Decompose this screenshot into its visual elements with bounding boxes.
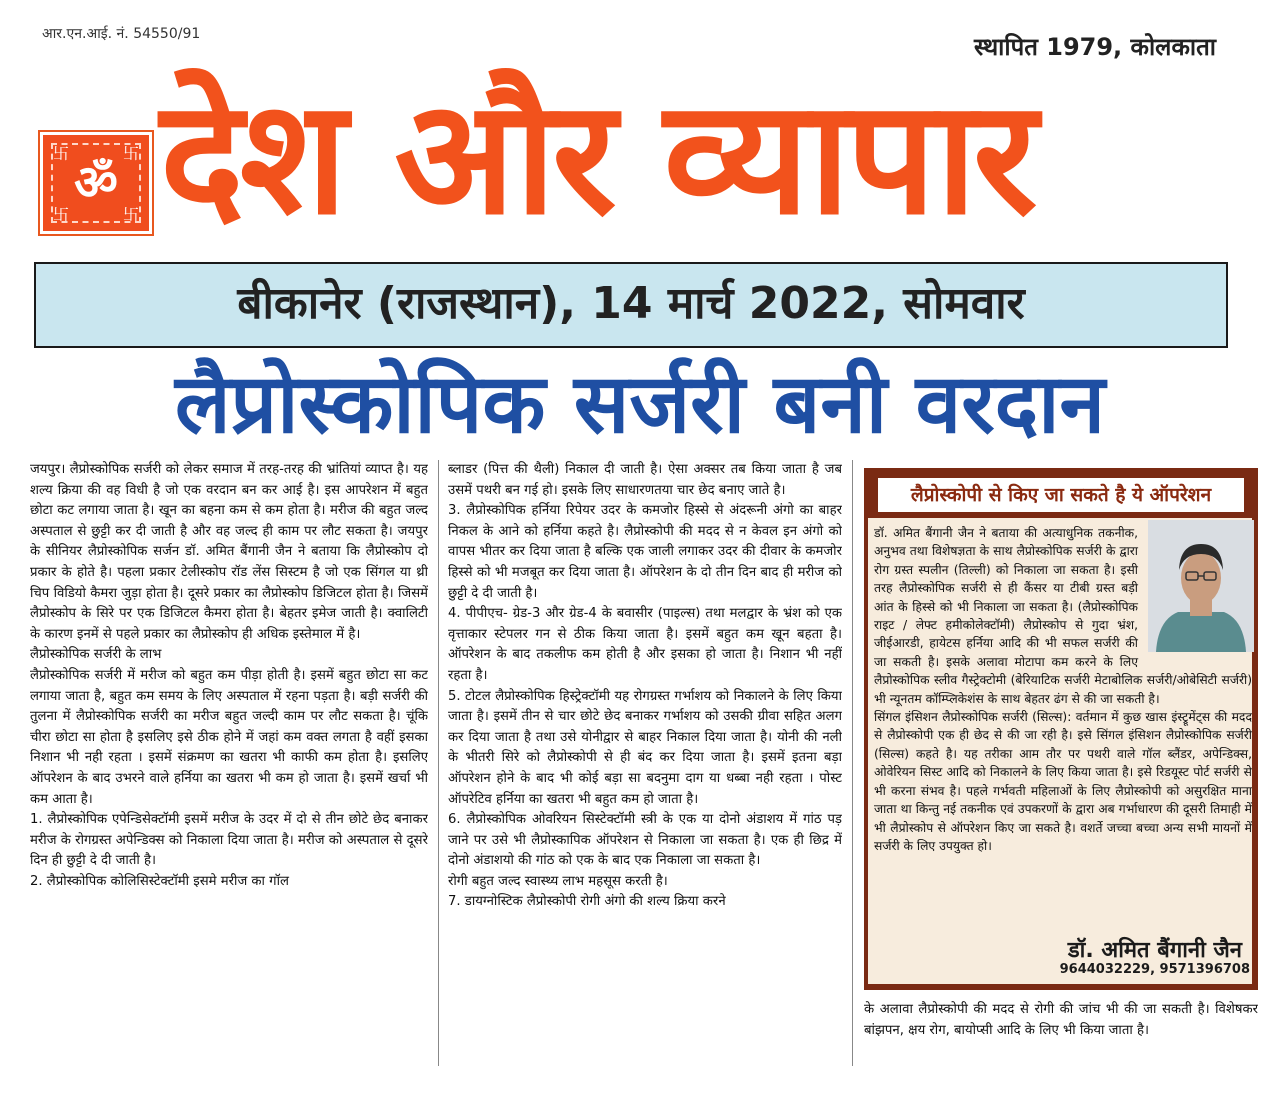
om-symbol: ॐ bbox=[74, 155, 118, 211]
column-divider bbox=[852, 460, 853, 1066]
paragraph: डॉ. अमित बैंगानी जैन ने बताया की अत्याधुनिक तकनीक, अनुभव तथा विशेषज्ञता के साथ लैप्रोस्कोपिक सर्जरी के द्वारा रोग ग्रस्त स्पलीन (तिल्ली) को निकाला जा सकता है। इसी तरह लैप्रोस्कोपिक सर्जरी से ही कैंसर या टीबी ग्रस्त बड़ी आंत के हिस्से को भी निकाला जा सकता है। (लैप्रोस्कोपिक राइट / लेफ्ट हमीकोलेक्टॉमी) लैप्रोस्कोप से गुदा भ्रंश, जीईआरडी, हायेटस हर्निया आदि की भी सफल सर्जरी की जा सकती है। इसके अलावा मोटापा कम करने के लिए लैप्रोस्कोपिक स्लीव गैस्ट्रेक्टोमी (बेरियाटिक सर्जरी मेटाबोलिक सर्जरी/ओबेसिटी सर्जरी) भी न्यूनतम कॉम्प्लिकेशंस के साथ बेहतर ढंग से की जा सकती है। bbox=[874, 526, 1252, 706]
dateline: बीकानेर (राजस्थान), 14 मार्च 2022, सोमवार bbox=[237, 278, 1025, 329]
om-logo bbox=[40, 132, 152, 234]
newspaper-title: देश और व्यापार bbox=[160, 66, 1034, 250]
article-column-3 bbox=[864, 1000, 1258, 1068]
doctor-photo bbox=[1148, 520, 1254, 652]
article-column-2 bbox=[448, 460, 842, 1068]
paragraph: ब्लाडर (पित्त की थैली) निकाल दी जाती है। ऐसा अक्सर तब किया जाता है जब उसमें पथरी बन गई हो। इसके लिए साधारणतया चार छेद बनाए जाते है। bbox=[448, 462, 842, 498]
article-column-1 bbox=[30, 460, 428, 1068]
paragraph: 1. लैप्रोस्कोपिक एपेन्डिसेक्टॉमी इसमें मरीज के उदर में दो से तीन छोटे छेद बनाकर मरीज के रोगग्रस्त अपेन्डिक्स को निकाला दिया जाता है। मरीज को अस्पताल से दूसरे दिन ही छुट्टी दे दी जाती है। bbox=[30, 812, 428, 869]
swastika-icon: 卐 bbox=[53, 144, 70, 163]
paragraph: 4. पीपीएच- ग्रेड-3 और ग्रेड-4 के बवासीर (पाइल्स) तथा मलद्वार के भ्रंश को एक वृत्ताकार स्टेपलर गन से ठीक किया जाता है। इसमें बहुत कम खून बहता है। ऑपरेशन के बाद तकलीफ कम होती है और इसका हो जाता है। निशान भी नहीं रहता है। bbox=[448, 606, 842, 683]
registration-number: आर.एन.आई. नं. 54550/91 bbox=[42, 26, 201, 42]
headline: लैप्रोस्कोपिक सर्जरी बनी वरदान bbox=[174, 357, 1106, 452]
paragraph: 3. लैप्रोस्कोपिक हर्निया रिपेयर उदर के कमजोर हिस्से से अंदरूनी अंगो का बाहर निकल के आने को हर्निया कहते है। लैप्रोस्कोपी की मदद से न केवल इन अंगो को वापस भीतर कर दिया जाता है बल्कि एक जाली लगाकर उदर की दीवार के कमजोर हिस्से को भी मजबूत कर दिया जाता है। ऑपरेशन के दो तीन दिन बाद ही मरीज को छुट्टी दे दी जाती है। bbox=[448, 503, 842, 601]
paragraph: 7. डायग्नोस्टिक लैप्रोस्कोपी रोगी अंगो की शल्य क्रिया करने bbox=[448, 894, 726, 910]
author-signature: डॉ. अमित बैंगानी जैन bbox=[1067, 938, 1242, 963]
column-divider bbox=[438, 460, 439, 1066]
paragraph: लैप्रोस्कोपिक सर्जरी में मरीज को बहुत कम पीड़ा होती है। इसमें बहुत छोटा सा कट लगाया जाता है, बहुत कम समय के लिए अस्पताल में रहना पड़ता है। बड़ी सर्जरी की तुलना में लैप्रोस्कोपिक सर्जरी का मरीज बहुत जल्दी काम पर लौट सकता है। चूंकि चीरा छोटा सा होता है इसलिए इसे ठीक होने में जहां कम वक्त लगता है वहीं इसका निशान भी नही रहता । इसमें संक्रमण का खतरा भी काफी कम होता है। इसलिए ऑपरेशन के बाद उभरने वाले हर्निया का खतरा भी कम हो जाता है। इसमें खर्चा भी कम आता है। bbox=[30, 667, 428, 807]
subheading: लैप्रोस्कोपिक सर्जरी के लाभ bbox=[30, 647, 162, 663]
paragraph: जयपुर। लैप्रोस्कोपिक सर्जरी को लेकर समाज में तरह-तरह की भ्रांतियां व्याप्त है। यह शल्य क्रिया की वह विधी है जो एक वरदान बन कर आई है। इस आपरेशन में बहुत छोटा कट लगाया जाता है। खून का बहना कम से कम होता है। मरीज की बहुत जल्द अस्पताल से छुट्टी कर दी जाती है और वह जल्द ही काम पर लौट सकता है। जयपुर के सीनियर लैप्रोस्कोपिक सर्जन डॉ. अमित बैंगानी जैन ने बताया कि लैप्रोस्कोप दो प्रकार के होते है। पहला प्रकार टेलीस्कोप रॉड लेंस सिस्टम है जो एक सिंगल या थ्री चिप विडियो कैमरा जुड़ा होता है। दूसरे प्रकार का लैप्रोस्कोप डिजिटल होता है। जिसमें लैप्रोस्कोप के सिरे पर एक डिजिटल कैमरा होता है। बेहतर इमेज जाती है। क्वालिटी के कारण इनमें से पहले प्रकार का लैप्रोस्कोप ही अधिक इस्तेमाल में है। bbox=[30, 462, 428, 642]
established-note: स्थापित 1979, कोलकाता bbox=[973, 33, 1216, 61]
date-band bbox=[34, 262, 1228, 348]
paragraph: सिंगल इंसिशन लैप्रोस्कोपिक सर्जरी (सिल्स): वर्तमान में कुछ खास इंस्ट्रूमेंट्स की मदद से लैप्रोस्कोपी एक ही छेद से की जा रही है। इसे सिंगल इंसिशन लैप्रोस्कोपिक सर्जरी (सिल्स) कहते है। यह तरीका आम तौर पर पथरी वाले गॉल ब्लैंडर, अपेन्डिक्स, ओवेरियन सिस्ट आदि को निकालने के लिए किया जाता है। इसे रिडयूस्ट पोर्ट सर्जरी से भी करना संभव है। पहले गर्भवती महिलाओं के लिए लैप्रोस्कोपी को असुरक्षित माना जाता था किन्तु नई तकनीक एवं उपकरणों के द्वारा अब गर्भाधारण की दूसरी तिमाही में भी लैप्रोस्कोप से ऑपरेशन किए जा सकते है। वशर्ते जच्चा बच्चा अन्य सभी मायनों में सर्जरी के लिए उपयुक्त हो। bbox=[874, 710, 1252, 853]
swastika-icon: 卐 bbox=[122, 205, 139, 224]
paragraph: 6. लैप्रोस्कोपिक ओवरियन सिस्टेक्टॉमी स्त्री के एक या दोनो अंडाशय में गांठ पड़ जाने पर उसे भी लैप्रोस्कापिक ऑपरेशन से निकाला जा सकता है। एक ही छिद्र में दोनो अंडाशयो की गांठ को एक के बाद एक निकाला जा सकता है। bbox=[448, 812, 842, 869]
sidebar-box-title: लैप्रोस्कोपी से किए जा सकते है ये ऑपरेशन bbox=[878, 478, 1244, 512]
paragraph: 2. लैप्रोस्कोपिक कोलिसिस्टेक्टॉमी इसमे मरीज का गॉल bbox=[30, 873, 289, 889]
paragraph: के अलावा लैप्रोस्कोपी की मदद से रोगी की जांच भी की जा सकती है। विशेषकर बांझपन, क्षय रोग, बायोप्सी आदि के लिए भी किया जाता है। bbox=[864, 1002, 1258, 1038]
doctor-portrait-icon bbox=[1148, 520, 1254, 652]
paragraph: 5. टोटल लैप्रोस्कोपिक हिस्ट्रेक्टॉमी यह रोगग्रस्त गर्भाशय को निकालने के लिए किया जाता है। इसमें तीन से चार छोटे छेद बनाकर गर्भाशय को उसकी ग्रीवा सहित अलग कर दिया जाता है तथा उसे योनीद्वार से बाहर निकाल दिया जाता है। योनी की नली के भीतरी सिरे को लैप्रोस्कोपी से ही बंद कर दिया जाता है। इसमें इतना बड़ा ऑपरेशन होने के बाद भी कोई बड़ा सा बदनुमा दाग या धब्बा नही रहता । पोस्ट ऑपरेटिव हर्निया का खतरा भी बहुत कम हो जाता है। bbox=[448, 688, 842, 807]
swastika-icon: 卐 bbox=[122, 144, 139, 163]
paragraph: रोगी बहुत जल्द स्वास्थ्य लाभ महसूस करती है। bbox=[448, 873, 668, 889]
swastika-icon: 卐 bbox=[53, 205, 70, 224]
author-phone: 9644032229, 9571396708 bbox=[1059, 962, 1250, 977]
